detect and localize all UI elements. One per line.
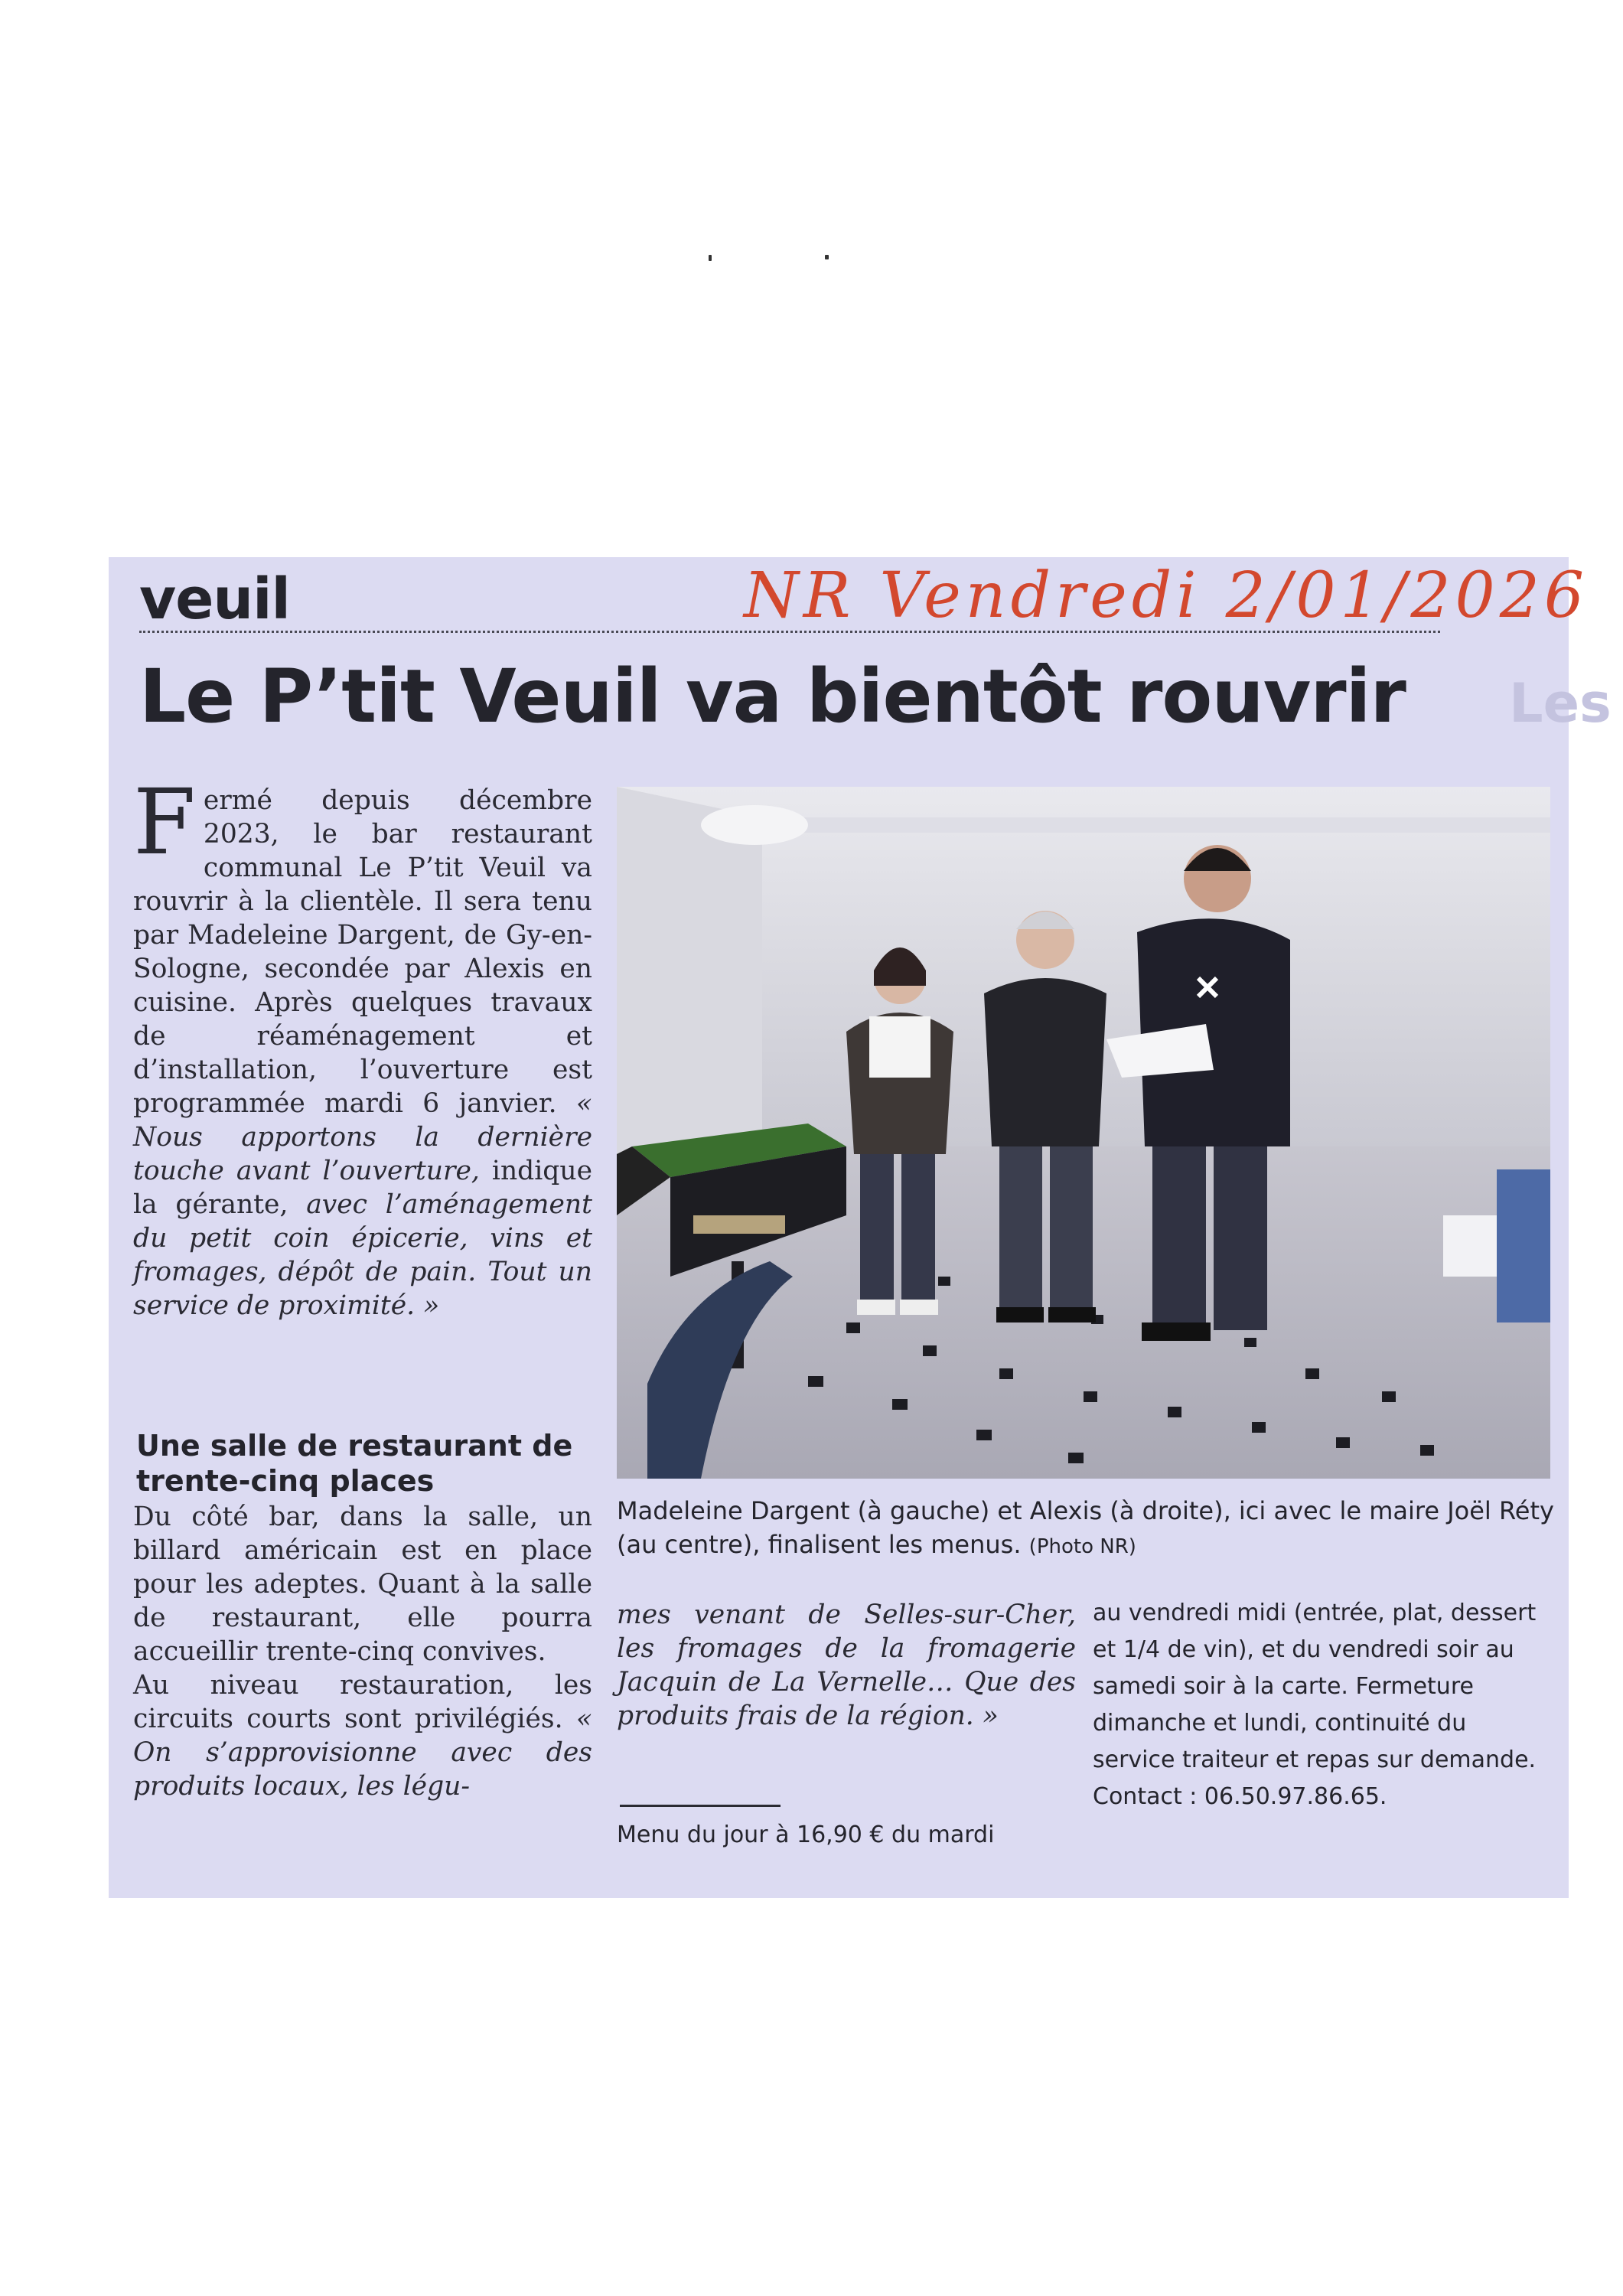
quote-text: « On s’approvisionne avec des produits locaux, les légu- [133,1704,592,1802]
article-photo [617,787,1550,1479]
quote-text: avec l’aménagement du petit coin épicerie, vins et fromages, dépôt de pain. Tout un service de proximité. » [133,1189,592,1321]
paragraph: Du côté bar, dans la salle, un billard américain est en place pour les adeptes. Quant à la salle de restaurant, elle pourra accueillir trente-cinq convives. [133,1502,592,1667]
newspaper-clipping [109,557,1612,1898]
section-town-label: veuil [139,566,290,632]
bleed-through-text: Les [1509,672,1612,735]
article-column-1-continued [133,1500,592,1803]
paragraph-text: Au niveau restauration, les circuits courts sont privilégiés. [133,1670,592,1734]
caption-text: Madeleine Dargent (à gauche) et Alexis (à droite), ici avec le maire Joël Réty (au centre), finalisent les menus. [617,1496,1554,1559]
article-column-1 [133,769,593,1322]
attribution-text: indique la gérante, [133,1156,592,1220]
column-divider-rule [620,1805,781,1807]
photo-credit: (Photo NR) [1028,1535,1136,1558]
article-subheading: Une salle de restaurant de trente-cinq places [136,1429,573,1498]
quote-text: mes venant de Selles-sur-Cher, les fromages de la fromagerie Jacquin de La Vernelle… Que des produits frais de la région. » [617,1600,1076,1731]
lead-paragraph: ermé depuis décembre 2023, le bar restaurant communal Le P’tit Veuil va rouvrir à la clientèle. Il sera tenu par Madeleine Dargent, de Gy-en-Sologne, secondée par Alexis en cuisine. Après quelques travaux de réaménagement et d’installation, l’ouverture est programmée mardi 6 janvier. [133,785,592,1119]
scan-speck [825,255,829,259]
quote-text: « Nous apportons la dernière touche avant l’ouverture, [133,1088,593,1186]
scan-speck [709,255,712,261]
article-headline: Le P’tit Veuil va bientôt rouvrir [139,654,1406,739]
contact-line: Contact : 06.50.97.86.65. [1093,1783,1387,1810]
photo-caption [617,1494,1566,1564]
paragraph [133,1668,592,1803]
paragraph: au vendredi midi (entrée, plat, dessert et 1/4 de vin), et du vendredi soir au samedi soir à la carte. Fermeture dimanche et lundi, continuité du service traiteur et repas sur demande. [1093,1600,1537,1773]
article-column-3 [1093,1595,1555,1815]
menu-price-line: Menu du jour à 16,90 € du mardi [617,1821,995,1848]
handwritten-date-note: NR Vendredi 2/01/2026 [744,559,1589,632]
photo-illustration [617,787,1550,1479]
drop-cap: F [133,769,196,875]
article-column-2 [617,1598,1076,1733]
